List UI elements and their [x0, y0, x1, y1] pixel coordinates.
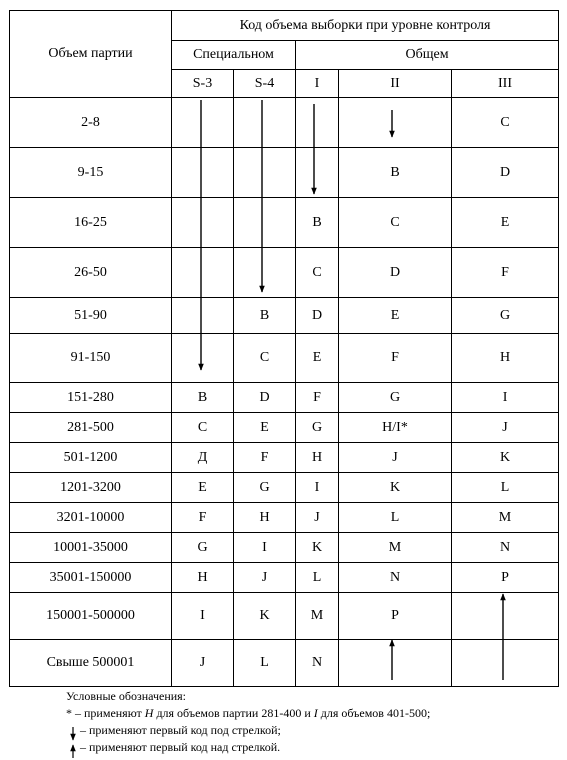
table-row [10, 98, 559, 148]
code-cell: D [296, 298, 339, 334]
header-level-s3: S-3 [172, 70, 234, 98]
header-level-i: I [296, 70, 339, 98]
lot-size-cell: 51-90 [10, 298, 172, 334]
code-cell: N [296, 640, 339, 687]
code-cell: K [452, 443, 559, 473]
code-cell: K [296, 533, 339, 563]
header-level-ii: II [339, 70, 452, 98]
code-cell: E [452, 198, 559, 248]
lot-size-cell: 10001-35000 [10, 533, 172, 563]
code-cell: N [339, 563, 452, 593]
code-cell: H [234, 503, 296, 533]
code-cell: Д [172, 443, 234, 473]
code-cell [339, 98, 452, 148]
legend-up-line [66, 739, 430, 756]
code-cell: C [452, 98, 559, 148]
code-cell: J [452, 413, 559, 443]
sample-size-code-table [9, 10, 559, 687]
code-cell: N [452, 533, 559, 563]
code-cell: I [234, 533, 296, 563]
code-cell [296, 148, 339, 198]
code-cell: L [296, 563, 339, 593]
code-cell: C [234, 334, 296, 383]
code-cell [234, 98, 296, 148]
code-cell [234, 198, 296, 248]
header-level-s4: S-4 [234, 70, 296, 98]
code-cell [172, 198, 234, 248]
lot-size-cell: 16-25 [10, 198, 172, 248]
lot-size-cell: Свыше 500001 [10, 640, 172, 687]
code-cell: J [339, 443, 452, 473]
code-cell: F [234, 443, 296, 473]
code-cell: F [172, 503, 234, 533]
code-cell: L [452, 473, 559, 503]
table-row [10, 533, 559, 563]
code-cell: M [452, 503, 559, 533]
lot-size-cell: 9-15 [10, 148, 172, 198]
legend-star-mark: * [66, 706, 72, 720]
code-cell: D [452, 148, 559, 198]
code-cell: B [339, 148, 452, 198]
code-cell [172, 248, 234, 298]
legend-down-line [66, 722, 430, 739]
code-cell: E [234, 413, 296, 443]
code-cell: B [172, 383, 234, 413]
lot-size-cell: 281-500 [10, 413, 172, 443]
header-general-levels: Общем [296, 41, 559, 70]
code-cell: H [172, 563, 234, 593]
code-cell: G [234, 473, 296, 503]
legend [66, 688, 430, 756]
header-inspection-level: Код объема выборки при уровне контроля [172, 11, 559, 41]
code-cell: P [452, 563, 559, 593]
code-cell: D [339, 248, 452, 298]
code-cell: B [234, 298, 296, 334]
code-cell: H [296, 443, 339, 473]
legend-star-line [66, 705, 430, 722]
legend-title: Условные обозначения: [66, 689, 187, 703]
legend-star-post: для объемов 401-500; [317, 706, 431, 720]
code-cell [339, 640, 452, 687]
code-cell: I [172, 593, 234, 640]
legend-code-h: H [144, 706, 154, 720]
header-special-levels: Специальном [172, 41, 296, 70]
code-cell: J [172, 640, 234, 687]
lot-size-cell: 501-1200 [10, 443, 172, 473]
code-cell [234, 148, 296, 198]
legend-code-i: I [313, 706, 318, 720]
legend-star-mid: для объемов партии 281-400 и [153, 706, 314, 720]
code-cell: I [452, 383, 559, 413]
code-cell: C [339, 198, 452, 248]
code-cell: G [172, 533, 234, 563]
table-row [10, 413, 559, 443]
code-cell: C [296, 248, 339, 298]
code-cell [452, 640, 559, 687]
table-row [10, 148, 559, 198]
code-cell: E [296, 334, 339, 383]
code-cell: C [172, 413, 234, 443]
code-cell: B [296, 198, 339, 248]
code-cell: F [296, 383, 339, 413]
header-lot-size: Объем партии [10, 11, 172, 98]
lot-size-cell: 3201-10000 [10, 503, 172, 533]
code-cell: H/I* [339, 413, 452, 443]
code-cell: H [452, 334, 559, 383]
code-cell: K [234, 593, 296, 640]
table-row [10, 383, 559, 413]
code-cell: L [339, 503, 452, 533]
code-cell [172, 148, 234, 198]
table-row [10, 248, 559, 298]
code-cell: E [172, 473, 234, 503]
table-row [10, 443, 559, 473]
code-cell: K [339, 473, 452, 503]
table-row [10, 503, 559, 533]
code-cell: P [339, 593, 452, 640]
code-cell: D [234, 383, 296, 413]
code-cell: F [452, 248, 559, 298]
code-cell: G [296, 413, 339, 443]
table-row [10, 593, 559, 640]
header-level-iii: III [452, 70, 559, 98]
code-cell: G [339, 383, 452, 413]
code-cell: F [339, 334, 452, 383]
code-cell [172, 334, 234, 383]
lot-size-cell: 2-8 [10, 98, 172, 148]
table-row [10, 640, 559, 687]
table-row [10, 198, 559, 248]
code-cell: M [296, 593, 339, 640]
code-cell [172, 298, 234, 334]
lot-size-cell: 150001-500000 [10, 593, 172, 640]
code-cell [172, 98, 234, 148]
code-cell: I [296, 473, 339, 503]
legend-down-text: – применяют первый код под стрелкой; [80, 723, 281, 737]
table-row [10, 334, 559, 383]
legend-up-text: – применяют первый код над стрелкой. [80, 740, 281, 754]
code-cell: J [234, 563, 296, 593]
lot-size-cell: 151-280 [10, 383, 172, 413]
code-cell: J [296, 503, 339, 533]
code-cell: G [452, 298, 559, 334]
code-cell: E [339, 298, 452, 334]
legend-star-pre: – применяют [72, 706, 145, 720]
code-cell [452, 593, 559, 640]
table-row [10, 298, 559, 334]
table-row [10, 563, 559, 593]
code-cell [296, 98, 339, 148]
lot-size-cell: 26-50 [10, 248, 172, 298]
table-row [10, 473, 559, 503]
code-cell: L [234, 640, 296, 687]
lot-size-cell: 1201-3200 [10, 473, 172, 503]
code-cell [234, 248, 296, 298]
code-cell: M [339, 533, 452, 563]
lot-size-cell: 91-150 [10, 334, 172, 383]
lot-size-cell: 35001-150000 [10, 563, 172, 593]
